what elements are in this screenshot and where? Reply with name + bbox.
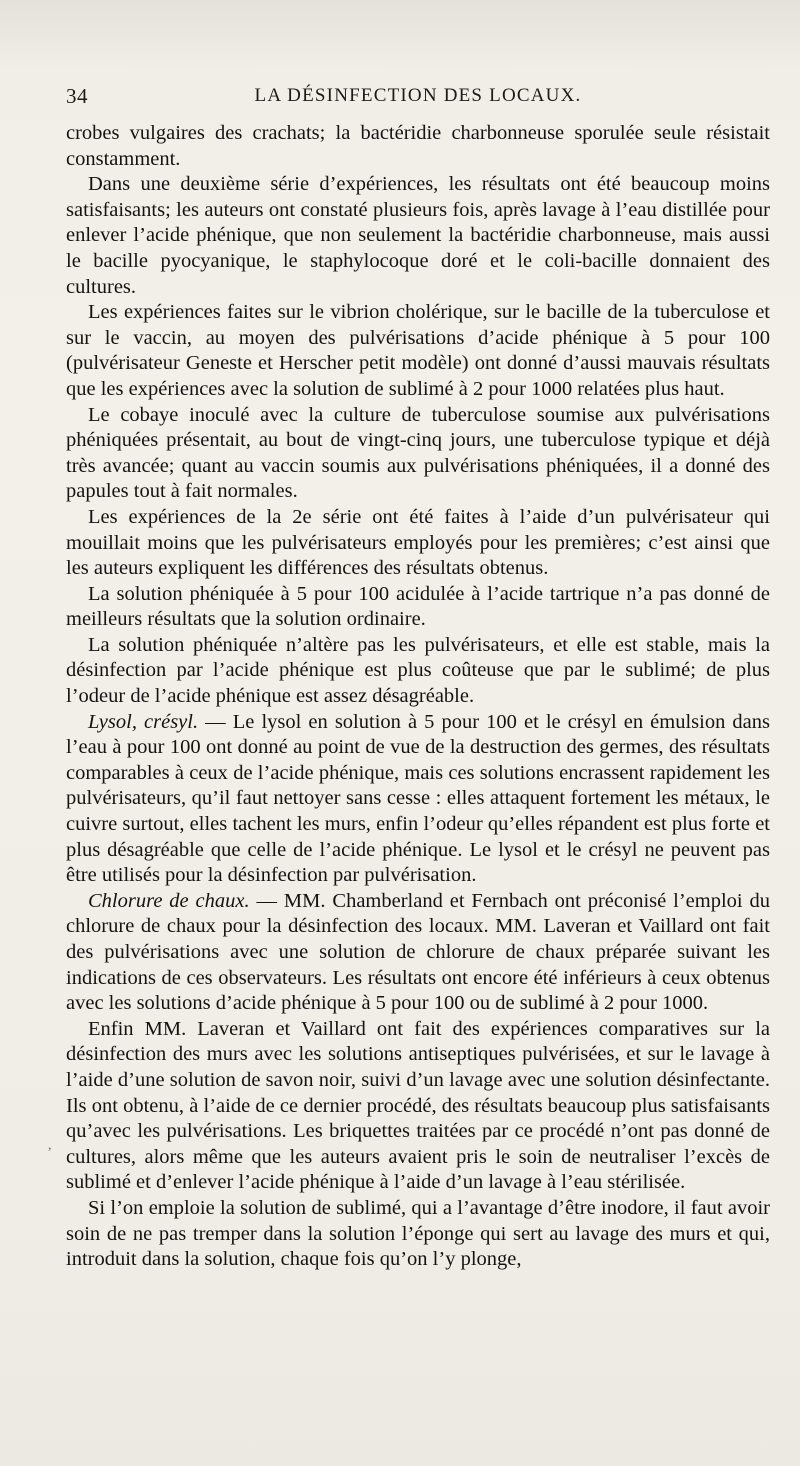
paragraph-text: La solution phéniquée n’altère pas les pulvérisateurs, et elle est stable, mais la désinfection par l’acide phénique est plus coûteuse que par le sublimé; de plus l’odeur de l’acide phénique est assez désagréable.: [66, 633, 770, 708]
paragraph: [66, 710, 770, 889]
page-header: [66, 84, 770, 112]
paragraph: [66, 300, 770, 402]
margin-mark: ,: [48, 1138, 52, 1153]
paragraph: [66, 172, 770, 300]
paragraph-text: Si l’on emploie la solution de sublimé, qui a l’avantage d’être inodore, il faut avoir soin de ne pas tremper dans la solution l’éponge qui sert au lavage des murs et qui, introduit dans la solution, chaque fois qu’on l’y plonge,: [66, 1196, 770, 1271]
paragraph: [66, 505, 770, 582]
page-number: 34: [66, 84, 88, 108]
paragraph-text: — Le lysol en solution à 5 pour 100 et le crésyl en émulsion dans l’eau à pour 100 ont donné au point de vue de la destruction des germes, des résultats comparables à ceux de l’acide phénique, mais ces solutions encrassent rapidement les pulvérisateurs, qu’il faut nettoyer sans cesse : elles attaquent fortement les métaux, le cuivre surtout, elles tachent les murs, enfin l’odeur qu’elles répandent est plus forte et plus désagréable que celle de l’acide phénique. Le lysol et le crésyl ne peuvent pas être utilisés pour la désinfection par pulvérisation.: [66, 710, 770, 887]
paragraph: [66, 1017, 770, 1196]
paragraph-text: La solution phéniquée à 5 pour 100 acidulée à l’acide tartrique n’a pas donné de meilleurs résultats que la solution ordinaire.: [66, 582, 770, 631]
paragraph-text: Les expériences faites sur le vibrion cholérique, sur le bacille de la tuberculose et sur le vaccin, au moyen des pulvérisations d’acide phénique à 5 pour 100 (pulvérisateur Geneste et Herscher petit modèle) ont donné d’aussi mauvais résultats que les expériences avec la solution de sublimé à 2 pour 1000 relatées plus haut.: [66, 301, 770, 400]
running-title: LA DÉSINFECTION DES LOCAUX.: [254, 85, 582, 106]
paragraph-lead: Lysol, crésyl.: [88, 710, 199, 733]
paragraph-text: — MM. Chamberland et Fernbach ont préconisé l’emploi du chlorure de chaux pour la désinfection des locaux. MM. Laveran et Vaillard ont fait des pulvérisations avec une solution de chlorure de chaux préparée suivant les indications de ces observateurs. Les résultats ont encore été inférieurs à ceux obtenus avec les solutions d’acide phénique à 5 pour 100 ou de sublimé à 2 pour 1000.: [66, 889, 770, 1015]
paragraph: [66, 403, 770, 505]
paragraph-text: Enfin MM. Laveran et Vaillard ont fait des expériences comparatives sur la désinfection des murs avec les solutions antiseptiques pulvérisées, et sur le lavage à l’aide d’une solution de savon noir, suivi d’un lavage avec une solution désinfectante. Ils ont obtenu, à l’aide de ce dernier procédé, des résultats beaucoup plus satisfaisants qu’avec les pulvérisations. Les briquettes traitées par ce procédé n’ont pas donné de cultures, alors même que les auteurs avaient pris le soin de neutraliser l’excès de sublimé et d’enlever l’acide phénique à l’aide d’un lavage à l’eau stérilisée.: [66, 1017, 770, 1194]
paragraph: [66, 633, 770, 710]
paragraph: [66, 121, 770, 172]
paragraph-lead: Chlorure de chaux.: [88, 889, 250, 912]
paragraph-text: Dans une deuxième série d’expériences, les résultats ont été beaucoup moins satisfaisants; les auteurs ont constaté plusieurs fois, après lavage à l’eau distillée pour enlever l’acide phénique, que non seulement la bactéridie charbonneuse, mais aussi le bacille pyocyanique, le staphylocoque doré et le coli-bacille donnaient des cultures.: [66, 173, 770, 298]
paragraph-text: Les expériences de la 2e série ont été faites à l’aide d’un pulvérisateur qui mouillait moins que les pulvérisateurs employés pour les premières; c’est ainsi que les auteurs expliquent les différences des résultats obtenus.: [66, 505, 770, 580]
paragraph-text: crobes vulgaires des crachats; la bactéridie charbonneuse sporulée seule résistait constamment.: [66, 122, 770, 170]
paragraph-text: Le cobaye inoculé avec la culture de tuberculose soumise aux pulvérisations phéniquées présentait, au bout de vingt-cinq jours, une tuberculose typique et déjà très avancée; quant au vaccin soumis aux pulvérisations phéniquées, il a donné des papules tout à fait normales.: [66, 403, 770, 503]
paragraph: [66, 582, 770, 633]
paragraph: [66, 1196, 770, 1273]
paragraph: [66, 889, 770, 1017]
body-text: [66, 121, 770, 1273]
